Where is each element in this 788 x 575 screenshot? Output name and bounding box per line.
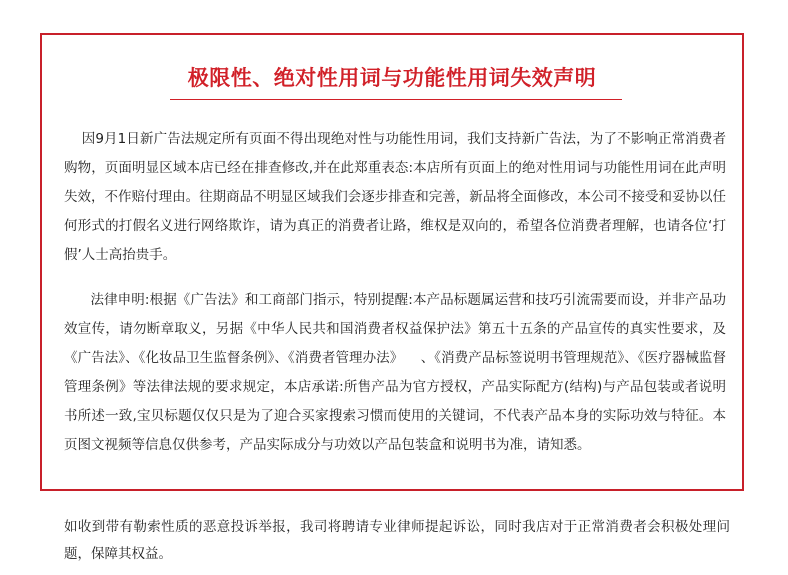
footer-note: 如收到带有勒索性质的恶意投诉举报，我司将聘请专业律师提起诉讼，同时我店对于正常消费者会积极处理问题，保障其权益。 bbox=[64, 519, 730, 562]
notice-paragraph-1: 因9月1日新广告法规定所有页面不得出现绝对性与功能性用词，我们支持新广告法，为了不影响正常消费者购物，页面明显区域本店已经在排查修改,并在此郑重表态:本店所有页面上的绝对性用词与功能性用词在此声明失效，不作赔付理由。往期商品不明显区域我们会逐步排查和完善，新品将全面修改，本公司不接受和妥协以任何形式的打假名义进行网络欺诈，请为真正的消费者让路，维权是双向的，希望各位消费者理解，也请各位‘打假’人士高抬贵手。 bbox=[64, 131, 726, 263]
disclaimer-notice-box bbox=[40, 33, 744, 491]
title-underline bbox=[170, 99, 622, 100]
legal-statement-paragraph: 法律申明:根据《广告法》和工商部门指示，特别提醒:本产品标题属运营和技巧引流需要而设，并非产品功效宣传，请勿断章取义，另据《中华人民共和国消费者权益保护法》第五十五条的产品宣传的真实性要求，及《广告法》、《化妆品卫生监督条例》、《消费者管理办法》 、《消费产品标签说明书管理规范》、《医疗器械监督管理条例》等法律法规的要求规定，本店承诺:所售产品为官方授权，产品实际配方(结构)与产品包装或者说明书所述一致,宝贝标题仅仅只是为了迎合买家搜索习惯而使用的关键词，不代表产品本身的实际功效与特征。本页图文视频等信息仅供参考，产品实际成分与功效以产品包装盒和说明书为准，请知悉。 bbox=[64, 292, 726, 453]
notice-title: 极限性、绝对性用词与功能性用词失效声明 bbox=[187, 66, 597, 90]
